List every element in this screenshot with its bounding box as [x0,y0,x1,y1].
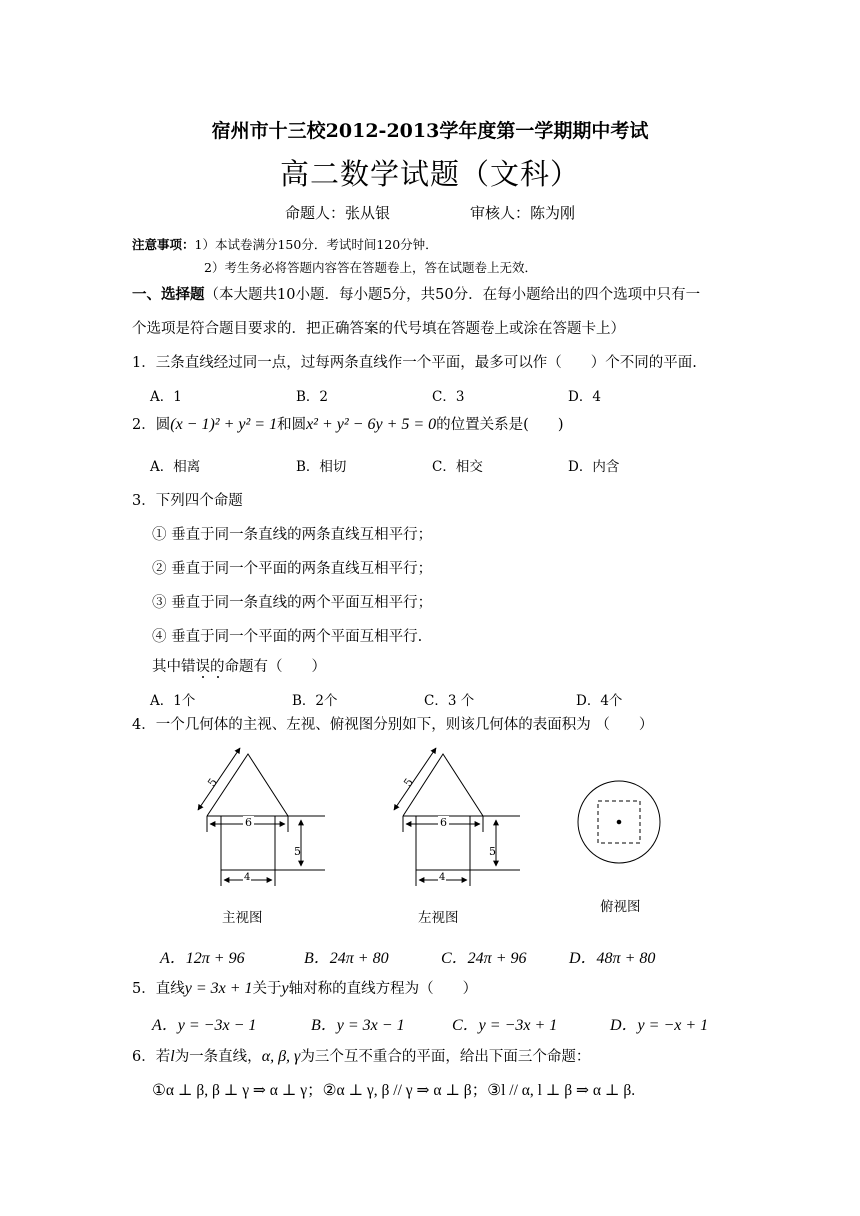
q2-option-a: A．相离 [150,459,201,475]
q3-option-b: B．2个 [292,693,338,709]
q2-circle-1-equation: (x − 1)² + y² = 1 [170,416,278,433]
q1-stem: 1．三条直线经过同一点，过每两条直线作一个平面，最多可以作（ ）个不同的平面. [132,355,697,371]
q6-stem: 6．若l为一条直线，α, β, γ为三个互不重合的平面，给出下面三个命题： [132,1048,591,1065]
section-desc-2: 个选项是符合题目要求的．把正确答案的代号填在答题卷上或涂在答题卡上） [132,321,625,337]
q2-stem [132,413,564,434]
q4-option-d: D．48π + 80 [569,950,656,967]
q2-option-d: D．内含 [568,459,620,475]
q4-option-a: A．12π + 96 [160,950,245,967]
q6-planes: α, β, γ [261,1048,301,1065]
q5-line-equation: y = 3x + 1 [184,980,253,997]
notes-label: 注意事项： [132,237,195,252]
section-heading: 一、选择题 [132,286,205,303]
q3-question: 其中错误的命题有（ ） [152,659,326,675]
q3-item-4: ④ 垂直于同一个平面的两个平面互相平行. [152,629,423,645]
three-views-figure [180,740,700,890]
top-view [578,781,660,863]
caption-front-view: 主视图 [222,910,263,926]
emphasis-dot [217,676,219,678]
q2-option-c: C．相交 [432,459,483,475]
q3-option-d: D．4个 [576,693,623,709]
q5-stem: 5．直线y = 3x + 1关于y轴对称的直线方程为（ ） [132,980,478,997]
q1-option-b: B．2 [296,389,329,405]
q2-prefix: 2．圆 [132,417,171,433]
front-view [198,748,325,886]
q2-circle-2-equation: x² + y² − 6y + 5 = 0 [306,416,437,433]
q3-option-a: A．1个 [150,693,196,709]
q1-option-c: C．3 [432,389,465,405]
q5-axis: y [281,980,289,997]
notes-line-1 [132,235,438,253]
q4-option-c: C．24π + 96 [441,950,527,967]
q4-option-b: B．24π + 80 [304,950,389,967]
q5-option-c: C．y = −3x + 1 [452,1017,558,1034]
section-1-line-1 [132,283,700,304]
left-view [394,748,520,886]
front-base-label: 4 [244,872,251,883]
paper-title: 高二数学试题（文科） [279,157,580,191]
q3-item-2: ② 垂直于同一个平面的两条直线互相平行； [152,561,433,577]
q6-line-l: l [170,1048,175,1065]
q4-stem: 4．一个几何体的主视、左视、俯视图分别如下，则该几何体的表面积为 （ ） [132,717,654,733]
q1-option-d: D．4 [568,389,601,405]
front-view-triangle [207,754,288,816]
q3-item-1: ① 垂直于同一条直线的两条直线互相平行； [152,527,433,543]
q3-option-c: C．3 个 [424,693,475,709]
q1-option-a: A．1 [150,389,182,405]
left-base-label: 4 [439,872,446,883]
q3-stem: 3．下列四个命题 [132,493,243,509]
reviewer: 审核人：陈为刚 [470,204,576,222]
left-height-label: 5 [489,845,496,858]
school-exam-title: 宿州市十三校2012-2013学年度第一学期期中考试 [211,120,649,142]
slant-arrow [198,748,240,810]
q6-propositions: ①α ⊥ β, β ⊥ γ ⇒ α ⊥ γ；②α ⊥ γ, β // γ ⇒ α ⊥ β；③l // α, l ⊥ β ⇒ α ⊥ β. [152,1082,636,1099]
q5-option-a: A．y = −3x − 1 [152,1017,257,1034]
left-slant-label: 5 [401,775,416,790]
authors-line [0,202,860,223]
left-view-triangle [403,754,483,816]
q2-suffix: 的位置关系是( ) [436,417,564,433]
emphasis-dot [202,676,204,678]
note-2: 2）考生务必将答题内容答在答题卷上，答在试题卷上无效． [204,260,537,275]
left-width-label: 6 [440,816,447,829]
q2-mid: 和圆 [277,417,307,433]
caption-top-view: 俯视图 [600,899,641,915]
section-desc-1: （本大题共10小题．每小题5分，共50分．在每小题给出的四个选项中只有一 [204,287,701,303]
top-view-center-dot [617,820,621,824]
caption-left-view: 左视图 [418,910,459,926]
author: 命题人：张从银 [284,204,390,222]
q3-item-3: ③ 垂直于同一条直线的两个平面互相平行； [152,595,433,611]
note-1: 1）本试卷满分150分．考试时间120分钟． [194,237,438,252]
q5-option-b: B．y = 3x − 1 [311,1017,405,1034]
front-width-label: 6 [245,816,252,829]
q5-option-d: D．y = −x + 1 [610,1017,709,1034]
q2-option-b: B．相切 [296,459,347,475]
front-slant-label: 5 [205,775,220,790]
front-height-label: 5 [294,845,301,858]
